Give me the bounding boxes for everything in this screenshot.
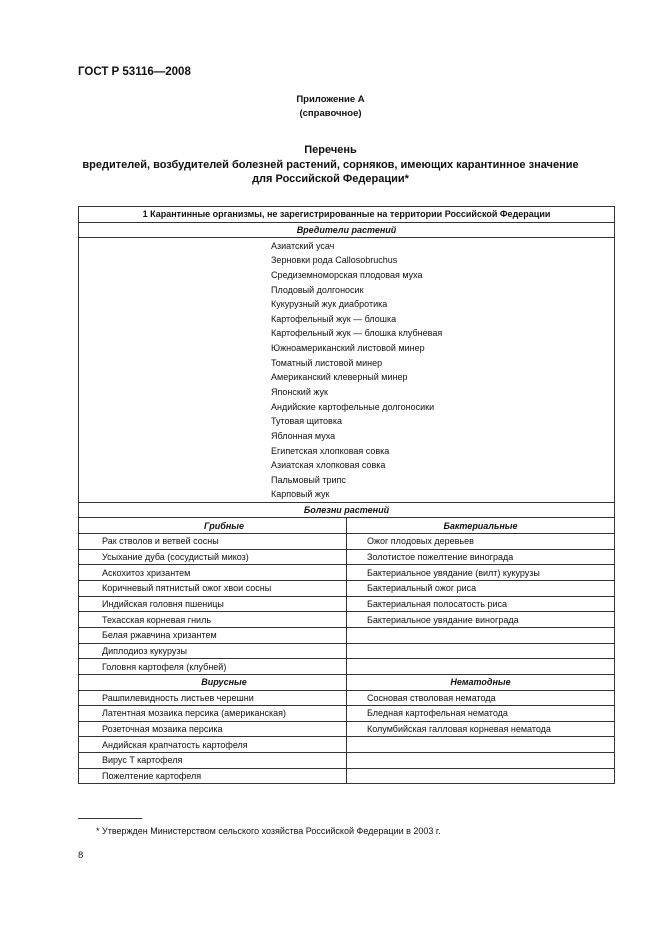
viral-item: Пожелтение картофеля [79,768,347,784]
list-title-line-3: для Российской Федерации* [252,173,409,185]
viral-item: Андийская крапчатость картофеля [79,737,347,753]
pests-header: Вредители растений [79,222,615,238]
fungal-item: Техасская корневая гниль [79,612,347,628]
pest-name: Карповый жук [79,487,615,502]
pest-row [79,458,615,473]
viral-item: Рашпилевидность листьев черешни [79,690,347,706]
bacterial-item [347,659,615,675]
table-row [79,565,615,581]
pest-row [79,282,615,297]
bacterial-item [347,643,615,659]
fungal-item: Головня картофеля (клубней) [79,659,347,675]
pest-name: Азиатская хлопковая совка [79,458,615,473]
fungal-item: Диплодиоз кукурузы [79,643,347,659]
pest-name: Азиатский усач [79,238,615,253]
pest-name: Средиземноморская плодовая муха [79,268,615,283]
pest-row [79,355,615,370]
pest-name: Египетская хлопковая совка [79,443,615,458]
pest-row [79,297,615,312]
table-row [79,549,615,565]
pest-name: Картофельный жук — блошка [79,311,615,326]
diseases-header-row [79,502,615,518]
pest-name: Плодовый долгоносик [79,282,615,297]
pest-row [79,414,615,429]
pest-row [79,253,615,268]
nematode-item [347,753,615,769]
table-row [79,690,615,706]
table-row [79,721,615,737]
table-row [79,643,615,659]
pest-row [79,326,615,341]
viral-item: Вирус T картофеля [79,753,347,769]
bacterial-item: Бактериальное увядание винограда [347,612,615,628]
pest-name: Японский жук [79,385,615,400]
fungal-item: Коричневый пятнистый ожог хвои сосны [79,581,347,597]
pest-name: Кукурузный жук диабротика [79,297,615,312]
pest-name: Южноамериканский листовой минер [79,341,615,356]
pest-name: Картофельный жук — блошка клубневая [79,326,615,341]
fungal-header: Грибные [79,518,347,534]
table-row [79,581,615,597]
nematode-item: Колумбийская галловая корневая нематода [347,721,615,737]
pest-name: Яблонная муха [79,429,615,444]
subheader-row [79,674,615,690]
pest-row [79,341,615,356]
table-row [79,612,615,628]
appendix-title: Приложение А [296,94,365,105]
pest-name: Пальмовый трипс [79,473,615,488]
nematode-item: Сосновая стволовая нематода [347,690,615,706]
fungal-item: Индийская головня пшеницы [79,596,347,612]
list-title-line-2: вредителей, возбудителей болезней растений, сорняков, имеющих карантинное значение [82,159,579,171]
subheader-row [79,518,615,534]
pest-row [79,429,615,444]
table-row [79,627,615,643]
table-row [79,534,615,550]
pest-name: Томатный листовой минер [79,355,615,370]
table-row [79,596,615,612]
diseases-header: Болезни растений [79,502,615,518]
fungal-item: Белая ржавчина хризантем [79,627,347,643]
pest-row [79,268,615,283]
footnote: * Утвержден Министерством сельского хозяйства Российской Федерации в 2003 г. [96,826,441,836]
nematode-item: Бледная картофельная нематода [347,706,615,722]
list-title: Перечень [304,144,357,156]
nematode-item [347,768,615,784]
pest-row [79,238,615,253]
bacterial-item: Бактериальное увядание (вилт) кукурузы [347,565,615,581]
pests-header-row [79,222,615,238]
pest-row [79,311,615,326]
pest-name: Тутовая щитовка [79,414,615,429]
bacterial-item [347,627,615,643]
appendix-subtitle: (справочное) [299,108,362,119]
bacterial-item: Золотистое пожелтение винограда [347,549,615,565]
pest-row [79,399,615,414]
page-number: 8 [78,850,84,861]
pest-name: Зерновки рода Callosobruchus [79,253,615,268]
document-code: ГОСТ Р 53116—2008 [78,66,191,78]
pest-row [79,443,615,458]
footnote-divider [78,818,142,819]
table-row [79,768,615,784]
fungal-item: Рак стволов и ветвей сосны [79,534,347,550]
bacterial-item: Бактериальная полосатость риса [347,596,615,612]
bacterial-item: Ожог плодовых деревьев [347,534,615,550]
viral-item: Розеточная мозаика персика [79,721,347,737]
table-row [79,706,615,722]
table-row [79,659,615,675]
pest-row [79,370,615,385]
nematode-item [347,737,615,753]
pest-row [79,487,615,502]
table-row [79,737,615,753]
section-row [79,207,615,223]
fungal-item: Аскохитоз хризантем [79,565,347,581]
section-title: 1 Карантинные организмы, не зарегистрированные на территории Российской Федерации [79,207,615,223]
table-row [79,753,615,769]
pest-row [79,473,615,488]
bacterial-item: Бактериальный ожог риса [347,581,615,597]
viral-item: Латентная мозаика персика (американская) [79,706,347,722]
quarantine-table [78,206,615,784]
viral-header: Вирусные [79,674,347,690]
pest-name: Андийские картофельные долгоносики [79,399,615,414]
nematode-header: Нематодные [347,674,615,690]
pest-row [79,385,615,400]
pest-name: Американский клеверный минер [79,370,615,385]
fungal-item: Усыхание дуба (сосудистый микоз) [79,549,347,565]
bacterial-header: Бактериальные [347,518,615,534]
